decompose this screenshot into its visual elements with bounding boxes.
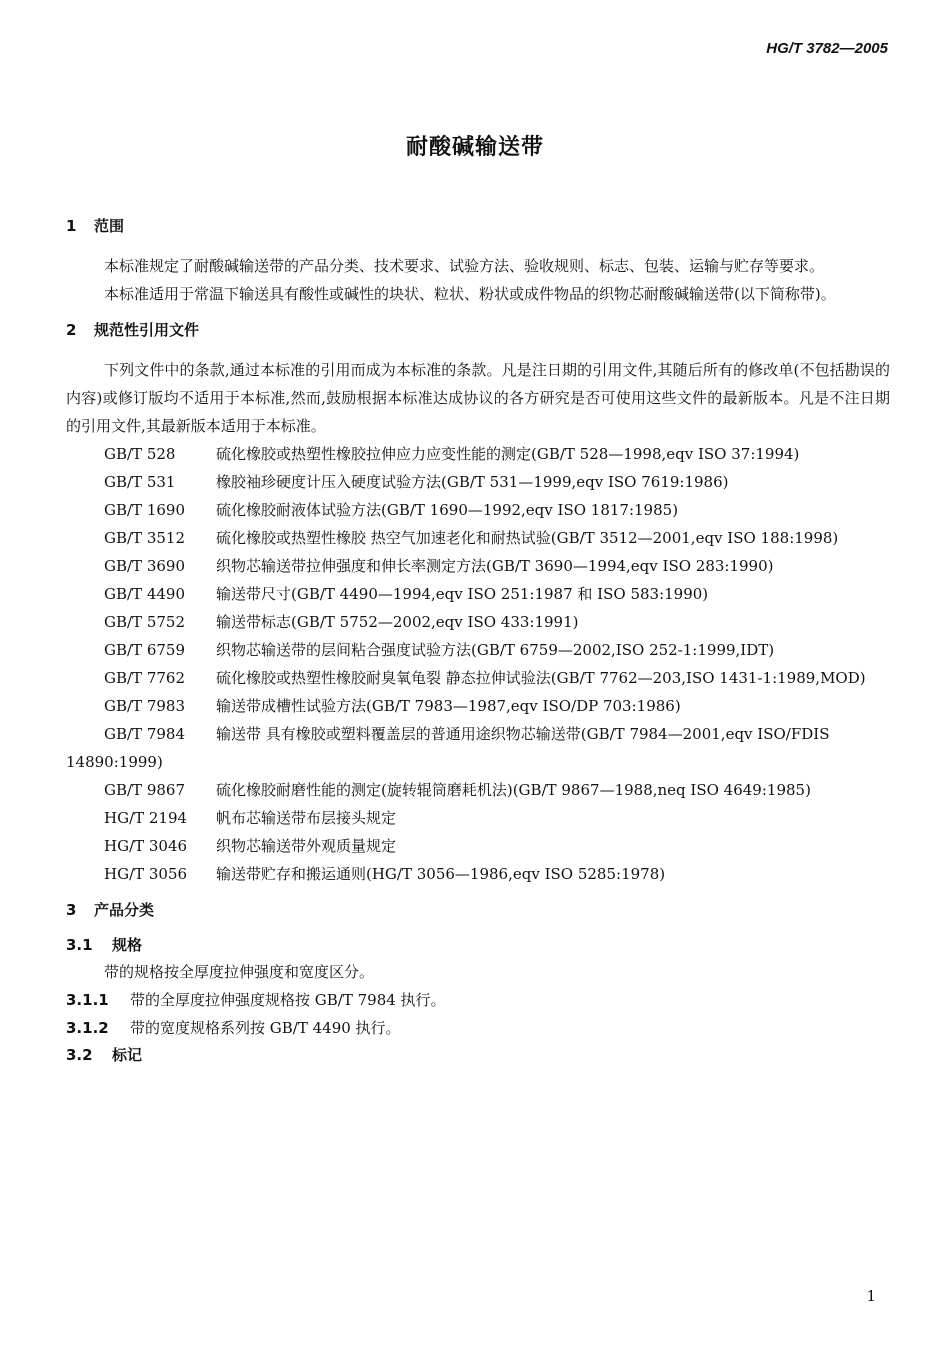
reference-item xyxy=(66,636,890,664)
reference-title: 硫化橡胶或热塑性橡胶耐臭氧龟裂 静态拉伸试验法(GB/T 7762—203,ISO 1431-1:1989,MOD) xyxy=(216,669,866,687)
reference-title: 输送带贮存和搬运通则(HG/T 3056—1986,eqv ISO 5285:1978) xyxy=(216,865,666,883)
reference-item xyxy=(66,552,890,580)
paragraph: 带的规格按全厚度拉伸强度和宽度区分。 xyxy=(104,963,375,981)
reference-title: 硫化橡胶或热塑性橡胶 热空气加速老化和耐热试验(GB/T 3512—2001,eqv ISO 188:1998) xyxy=(216,529,839,547)
clause-text: 带的全厚度拉伸强度规格按 GB/T 7984 执行。 xyxy=(130,991,446,1009)
reference-code: HG/T 3056 xyxy=(104,865,188,883)
reference-code: GB/T 3690 xyxy=(104,557,186,575)
clause-text: 带的宽度规格系列按 GB/T 4490 执行。 xyxy=(130,1019,401,1037)
reference-title: 硫化橡胶耐液体试验方法(GB/T 1690—1992,eqv ISO 1817:1985) xyxy=(216,501,679,519)
reference-item xyxy=(66,664,890,692)
section-title: 规范性引用文件 xyxy=(94,321,200,339)
reference-code: HG/T 3046 xyxy=(104,837,188,855)
reference-item xyxy=(66,496,890,524)
reference-title: 硫化橡胶或热塑性橡胶拉伸应力应变性能的测定(GB/T 528—1998,eqv ISO 37:1994) xyxy=(216,445,800,463)
reference-title: 输送带标志(GB/T 5752—2002,eqv ISO 433:1991) xyxy=(216,613,579,631)
reference-item xyxy=(66,692,890,720)
reference-code: GB/T 528 xyxy=(104,445,176,463)
reference-item xyxy=(66,776,890,804)
reference-code: HG/T 2194 xyxy=(104,809,188,827)
reference-title: 输送带成槽性试验方法(GB/T 7983—1987,eqv ISO/DP 703:1986) xyxy=(216,697,681,715)
reference-item xyxy=(66,440,890,468)
reference-item xyxy=(66,580,890,608)
reference-title: 织物芯输送带拉伸强度和伸长率测定方法(GB/T 3690—1994,eqv ISO 283:1990) xyxy=(216,557,774,575)
reference-code: GB/T 5752 xyxy=(104,613,186,631)
reference-title: 输送带 具有橡胶或塑料覆盖层的普通用途织物芯输送带(GB/T 7984—2001,eqv ISO/FDIS 14890:1999) xyxy=(66,725,830,771)
reference-title: 硫化橡胶耐磨性能的测定(旋转辊筒磨耗机法)(GB/T 9867—1988,neq ISO 4649:1985) xyxy=(216,781,811,799)
paragraph: 下列文件中的条款,通过本标准的引用而成为本标准的条款。凡是注日期的引用文件,其随后所有的修改单(不包括勘误的内容)或修订版均不适用于本标准,然而,鼓励根据本标准达成协议的各方研究是否可使用这些文件的最新版本。凡是不注日期的引用文件,其最新版本适用于本标准。 xyxy=(66,361,890,435)
reference-title: 橡胶袖珍硬度计压入硬度试验方法(GB/T 531—1999,eqv ISO 7619:1986) xyxy=(216,473,729,491)
reference-code: GB/T 6759 xyxy=(104,641,186,659)
document-code: HG/T 3782—2005 xyxy=(766,40,888,57)
section-title: 范围 xyxy=(94,217,125,235)
reference-item xyxy=(66,608,890,636)
reference-title: 织物芯输送带的层间粘合强度试验方法(GB/T 6759—2002,ISO 252-1:1999,IDT) xyxy=(216,641,775,659)
reference-item xyxy=(66,524,890,552)
reference-item xyxy=(66,804,890,832)
reference-code: GB/T 531 xyxy=(104,473,176,491)
reference-item xyxy=(66,832,890,860)
clause-number: 3.1.2 xyxy=(66,1019,109,1037)
document-body xyxy=(66,214,890,1068)
section-number: 1 xyxy=(66,217,77,235)
section-2-heading xyxy=(66,318,890,342)
reference-title: 帆布芯输送带布层接头规定 xyxy=(216,809,397,827)
reference-code: GB/T 4490 xyxy=(104,585,186,603)
subsection-number: 3.1 xyxy=(66,936,93,954)
subsection-title: 标记 xyxy=(112,1046,143,1064)
subsection-number: 3.2 xyxy=(66,1046,93,1064)
page-number: 1 xyxy=(866,1287,876,1305)
reference-code: GB/T 9867 xyxy=(104,781,186,799)
reference-code: GB/T 3512 xyxy=(104,529,186,547)
reference-item xyxy=(66,860,890,888)
section-number: 3 xyxy=(66,901,77,919)
subsection-title: 规格 xyxy=(112,936,143,954)
reference-code: GB/T 1690 xyxy=(104,501,186,519)
clause-number: 3.1.1 xyxy=(66,991,109,1009)
reference-title: 织物芯输送带外观质量规定 xyxy=(216,837,397,855)
clause-item xyxy=(66,986,890,1014)
paragraph: 本标准适用于常温下输送具有酸性或碱性的块状、粒状、粉状或成件物品的织物芯耐酸碱输送带(以下简称带)。 xyxy=(104,285,836,303)
subsection-heading xyxy=(66,932,890,958)
page-title: 耐酸碱输送带 xyxy=(405,135,544,160)
section-1-heading xyxy=(66,214,890,238)
section-3-heading xyxy=(66,898,890,922)
reference-title: 输送带尺寸(GB/T 4490—1994,eqv ISO 251:1987 和 ISO 583:1990) xyxy=(216,585,709,603)
reference-item xyxy=(66,468,890,496)
reference-item xyxy=(66,720,890,776)
reference-code: GB/T 7984 xyxy=(104,725,186,743)
clause-item xyxy=(66,1014,890,1042)
paragraph: 本标准规定了耐酸碱输送带的产品分类、技术要求、试验方法、验收规则、标志、包装、运输与贮存等要求。 xyxy=(104,257,825,275)
reference-code: GB/T 7983 xyxy=(104,697,186,715)
reference-code: GB/T 7762 xyxy=(104,669,186,687)
subsection-heading xyxy=(66,1042,890,1068)
section-number: 2 xyxy=(66,321,77,339)
section-title: 产品分类 xyxy=(94,901,155,919)
